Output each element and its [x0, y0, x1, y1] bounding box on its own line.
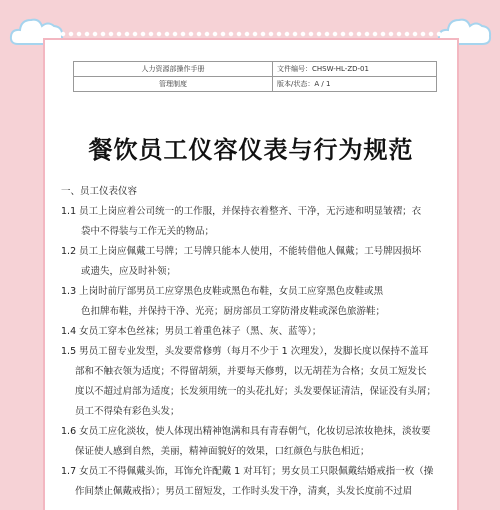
para-1-1-line-1: 1.1 员工上岗应着公司统一的工作服，并保持衣着整齐、干净，无污迹和明显皱褶；衣	[61, 206, 422, 217]
header-company-title: 人力资源部操作手册	[74, 62, 273, 77]
para-1-2-line-1: 1.2 员工上岗应佩戴工号牌；工号牌只能本人使用，不能转借他人佩戴；工号牌因损坏	[61, 246, 422, 257]
para-1-5-line-2: 部和不触衣领为适度；不得留胡须，并要每天修剪，以无胡茬为合格；女员工短发长	[75, 366, 427, 377]
document-page	[43, 38, 459, 510]
header-table	[73, 61, 437, 92]
header-section: 管理制度	[74, 77, 273, 92]
para-1-4: 1.4 女员工穿本色丝袜；男员工着重色袜子（黑、灰、蓝等）；	[61, 326, 322, 337]
header-version: 版本/状态：A / 1	[273, 77, 437, 92]
decorative-dots	[43, 30, 459, 38]
para-1-5-line-3: 度以不超过肩部为适度；长发须用统一的头花扎好；头发要保证清洁，保证没有头屑；	[75, 386, 437, 397]
para-1-6-line-2: 保证使人感到自然，美丽，精神面貌好的效果，口红颜色与肤色相近；	[75, 446, 370, 457]
para-1-6-line-1: 1.6 女员工应化淡妆，使人体现出精神饱满和具有青春朝气，化妆切忌浓妆艳抹，淡妆要	[61, 426, 431, 437]
para-1-2-line-2: 或遗失，应及时补领；	[81, 266, 177, 277]
para-1-1-line-2: 袋中不得装与工作无关的物品；	[81, 226, 215, 237]
para-1-5-line-1: 1.5 男员工留专业发型，头发要常修剪（每月不少于 1 次理发），发脚长度以保持不盖耳	[61, 346, 429, 357]
para-1-3-line-1: 1.3 上岗时前厅部男员工应穿黑色皮鞋或黑色布鞋，女员工应穿黑色皮鞋或黑	[61, 286, 384, 297]
para-1-5-line-4: 员工不得染有彩色头发；	[75, 406, 180, 417]
header-file-no: 文件编号：CHSW-HL-ZD-01	[273, 62, 437, 77]
document-title: 餐饮员工仪容仪表与行为规范	[88, 136, 414, 164]
document-body	[61, 182, 451, 502]
para-1-7-line-2: 作间禁止佩戴戒指）；男员工留短发，工作时头发干净，清爽，头发长度前不过眉	[75, 486, 413, 497]
para-1-7-line-1: 1.7 女员工不得佩戴头饰，耳饰允许配戴 1 对耳钉；男女员工只限佩戴结婚戒指一枚（操	[61, 466, 434, 477]
para-1-3-line-2: 色扣牌布鞋，并保持干净、光亮；厨房部员工穿防滑皮鞋或深色旅游鞋；	[81, 306, 386, 317]
section-heading: 一、员工仪表仪容	[61, 186, 138, 197]
